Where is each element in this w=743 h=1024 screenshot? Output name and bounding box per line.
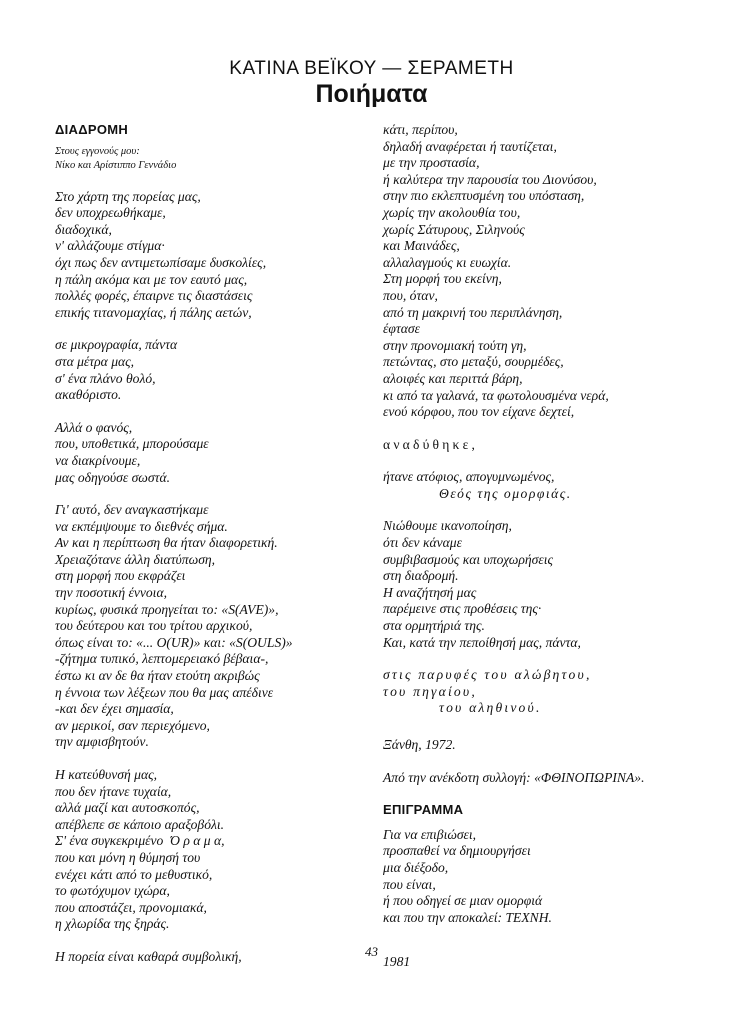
poem-line: του δεύτερου και του τρίτου αρχικού, [55,618,253,634]
poem-line: ήτανε ατόφιος, απογυμνωμένος, [383,469,555,485]
poem-line: και Μαινάδες, [383,238,460,254]
poem-line: Και, κατά την πεποίθησή μας, πάντα, [383,634,581,650]
poem-line: Γι' αυτό, δεν αναγκαστήκαμε [55,502,209,518]
poem-line: με την προστασία, [383,155,480,171]
poem-line: που δεν ήτανε τυχαία, [55,783,172,799]
poem-line: Αλλά ο φανός, [55,419,133,435]
poem-line: απέβλεπε σε κάποιο αραξοβόλι. [55,816,225,832]
poem-line: όχι πως δεν αντιμετωπίσαμε δυσκολίες, [55,254,267,270]
poem-line: ν' αλλάζουμε στίγμα· [55,238,165,254]
author-name: ΚΑΤΙΝΑ ΒΕΪΚΟΥ — ΣΕΡΑΜΕΤΗ [229,58,514,79]
poem-line: Χρειαζότανε άλλη διατύπωση, [55,551,216,567]
poem-line: που και μόνη η θύμησή του [55,849,201,865]
poem-line: Σ' ένα συγκεκριμένο Ό ρ α μ α, [55,833,225,849]
poem-line: στη μορφή που εκφράζει [55,568,186,584]
poem-line: στη διαδρομή. [383,568,459,584]
year-line: 1981 [383,954,411,970]
stanza [383,737,723,754]
poem-line: στα ορμητήριά της. [383,618,485,634]
stanza [55,767,375,933]
poem-title: ΔΙΑΔΡΟΜΗ [55,122,129,137]
epigram-title: ΕΠΙΓΡΑΜΜΑ [383,802,464,818]
poem-line: έφτασε [383,321,420,337]
poem-line: που, υποθετικά, μπορούσαμε [55,436,209,452]
poem-line: από τη μακρινή του περιπλάνηση, [383,304,563,320]
poem-line: αλλά μαζί και αυτοσκοπός, [55,800,200,816]
poem-line: δηλαδή αναφέρεται ή ταυτίζεται, [383,138,557,154]
poem-line: το φωτόχυμον ιχώρα, [55,883,170,899]
poem-line: να εκπέμψουμε το διεθνές σήμα. [55,518,228,534]
poem-line: Αν και η περίπτωση θα ήταν διαφορετική. [55,535,278,551]
poem-line: η έννοια των λέξεων που θα μας απέδινε [55,684,274,700]
poem-line: όπως είναι το: «... O(UR)» και: «S(OULS)» [55,634,293,650]
epigram-line: και που την αποκαλεί: ΤΕΧΝΗ. [383,909,552,925]
poem-line: του αληθινού. [439,700,542,716]
poem-line: Η αναζήτησή μας [383,584,477,600]
poem-line: Η πορεία είναι καθαρά συμβολική, [55,948,242,964]
poem-line: σ' ένα πλάνο θολό, [55,370,156,386]
poem-line: στις παρυφές του αλώβητου, [383,667,592,683]
stanza [55,502,375,751]
poem-line: αλοιφές και περιττά βάρη, [383,370,523,386]
stanza [383,770,723,787]
poem-line: επικής τιτανομαχίας, ή πάλης αετών, [55,304,252,320]
poem-line: αλλαλαγμούς κι ευωχία. [383,254,512,270]
collection-title: Ποιήματα [315,80,428,108]
poem-line: να διακρίνουμε, [55,452,141,468]
poem-line: διαδοχικά, [55,221,112,237]
poem-line: δεν υποχρεωθήκαμε, [55,205,166,221]
stanza [55,189,375,322]
poem-line: ακαθόριστο. [55,387,122,403]
poem-line: την αμφισβητούν. [55,734,149,750]
stanza [55,337,375,403]
poem-line: αν μερικοί, σαν περιεχόμενο, [55,717,210,733]
poem-line: Στη μορφή του εκείνη, [383,271,502,287]
poem-line: Η κατεύθυνσή μας, [55,767,158,782]
poem-line: ενέχει κάτι από το μεθυστικό, [55,866,213,882]
stanza [383,122,723,421]
poem-line: -και δεν έχει σημασία, [55,701,174,717]
epigram-line: Για να επιβιώσει, [383,826,477,842]
epigram-line: προσπαθεί να δημιουργήσει [383,843,531,859]
poem-line: αναδύθηκε, [383,436,479,452]
poem-line: στην πιο εκλεπτυσμένη του υπόσταση, [383,188,585,204]
stanza [383,667,723,717]
left-column [55,122,375,982]
epigram-line: που είναι, [383,876,436,892]
poem-line: -ζήτημα τυπικό, λεπτομερειακό βέβαια-, [55,651,269,667]
left-stanzas [55,189,375,966]
poem-line: η πάλη ακόμα και με τον εαυτό μας, [55,271,248,287]
poem-line: χωρίς Σάτυρους, Σιληνούς [383,221,525,237]
poem-line: στην προνομιακή τούτη γη, [383,337,527,353]
poem-line: κάτι, περίπου, [383,122,458,137]
poem-line: Θεός της ομορφιάς. [439,485,572,501]
poem-line: την ποσοτική έννοια, [55,585,167,601]
dedication-line: Νίκο και Αρίστιππο Γεννάδιο [55,159,177,171]
poem-line: η χλωρίδα της ξηράς. [55,916,170,932]
epigram-line: μια διέξοδο, [383,859,449,875]
poem-line: Στο χάρτη της πορείας μας, [55,188,201,204]
poem-line: ότι δεν κάναμε [383,535,462,551]
poem-line: σε μικρογραφία, πάντα [55,337,178,353]
stanza [55,420,375,486]
poem-line: Ξάνθη, 1972. [383,737,456,752]
poem-line: πολλές φορές, έπαιρνε τις διαστάσεις [55,288,253,304]
stanza [383,518,723,651]
poem-line: συμβιβασμούς και υποχωρήσεις [383,551,554,567]
right-stanzas [383,122,723,786]
poem-line: Από την ανέκδοτη συλλογή: «ΦΘΙΝΟΠΩΡΙΝΑ». [383,769,645,785]
poem-line: του πηγαίου, [383,683,477,699]
poem-line: μας οδηγούσε σωστά. [55,469,170,485]
epigram-line: ή που οδηγεί σε μιαν ομορφιά [383,893,543,909]
epigram-poem [383,827,723,927]
right-column [383,122,723,987]
poem-line: πετώντας, στο μεταξύ, σουρμέδες, [383,354,564,370]
poem-line: που, όταν, [383,287,438,303]
poem-line: Νιώθουμε ικανοποίηση, [383,518,512,534]
stanza [383,469,723,502]
poem-line: κι από τα γαλανά, τα φωτολουσμένα νερά, [383,387,609,403]
poem-line: που αποστάζει, προνομιακά, [55,899,207,915]
poem-line: ενού κόρφου, που τον είχανε δεχτεί, [383,404,575,420]
poem-line: χωρίς την ακολουθία του, [383,204,521,220]
poem-line: κυρίως, φυσικά προηγείται το: «S(AVE)», [55,601,279,617]
dedication-line: Στους εγγονούς μου: [55,145,140,157]
poem-line: στα μέτρα μας, [55,353,135,369]
poem-line: παρέμεινε στις προθέσεις της· [383,601,542,617]
page-number: 43 [365,944,378,959]
stanza [383,437,723,454]
poem-line: έστω κι αν δε θα ήταν ετούτη ακριβώς [55,668,260,684]
dedication [55,145,375,173]
poem-line: ή καλύτερα την παρουσία του Διονύσου, [383,171,597,187]
